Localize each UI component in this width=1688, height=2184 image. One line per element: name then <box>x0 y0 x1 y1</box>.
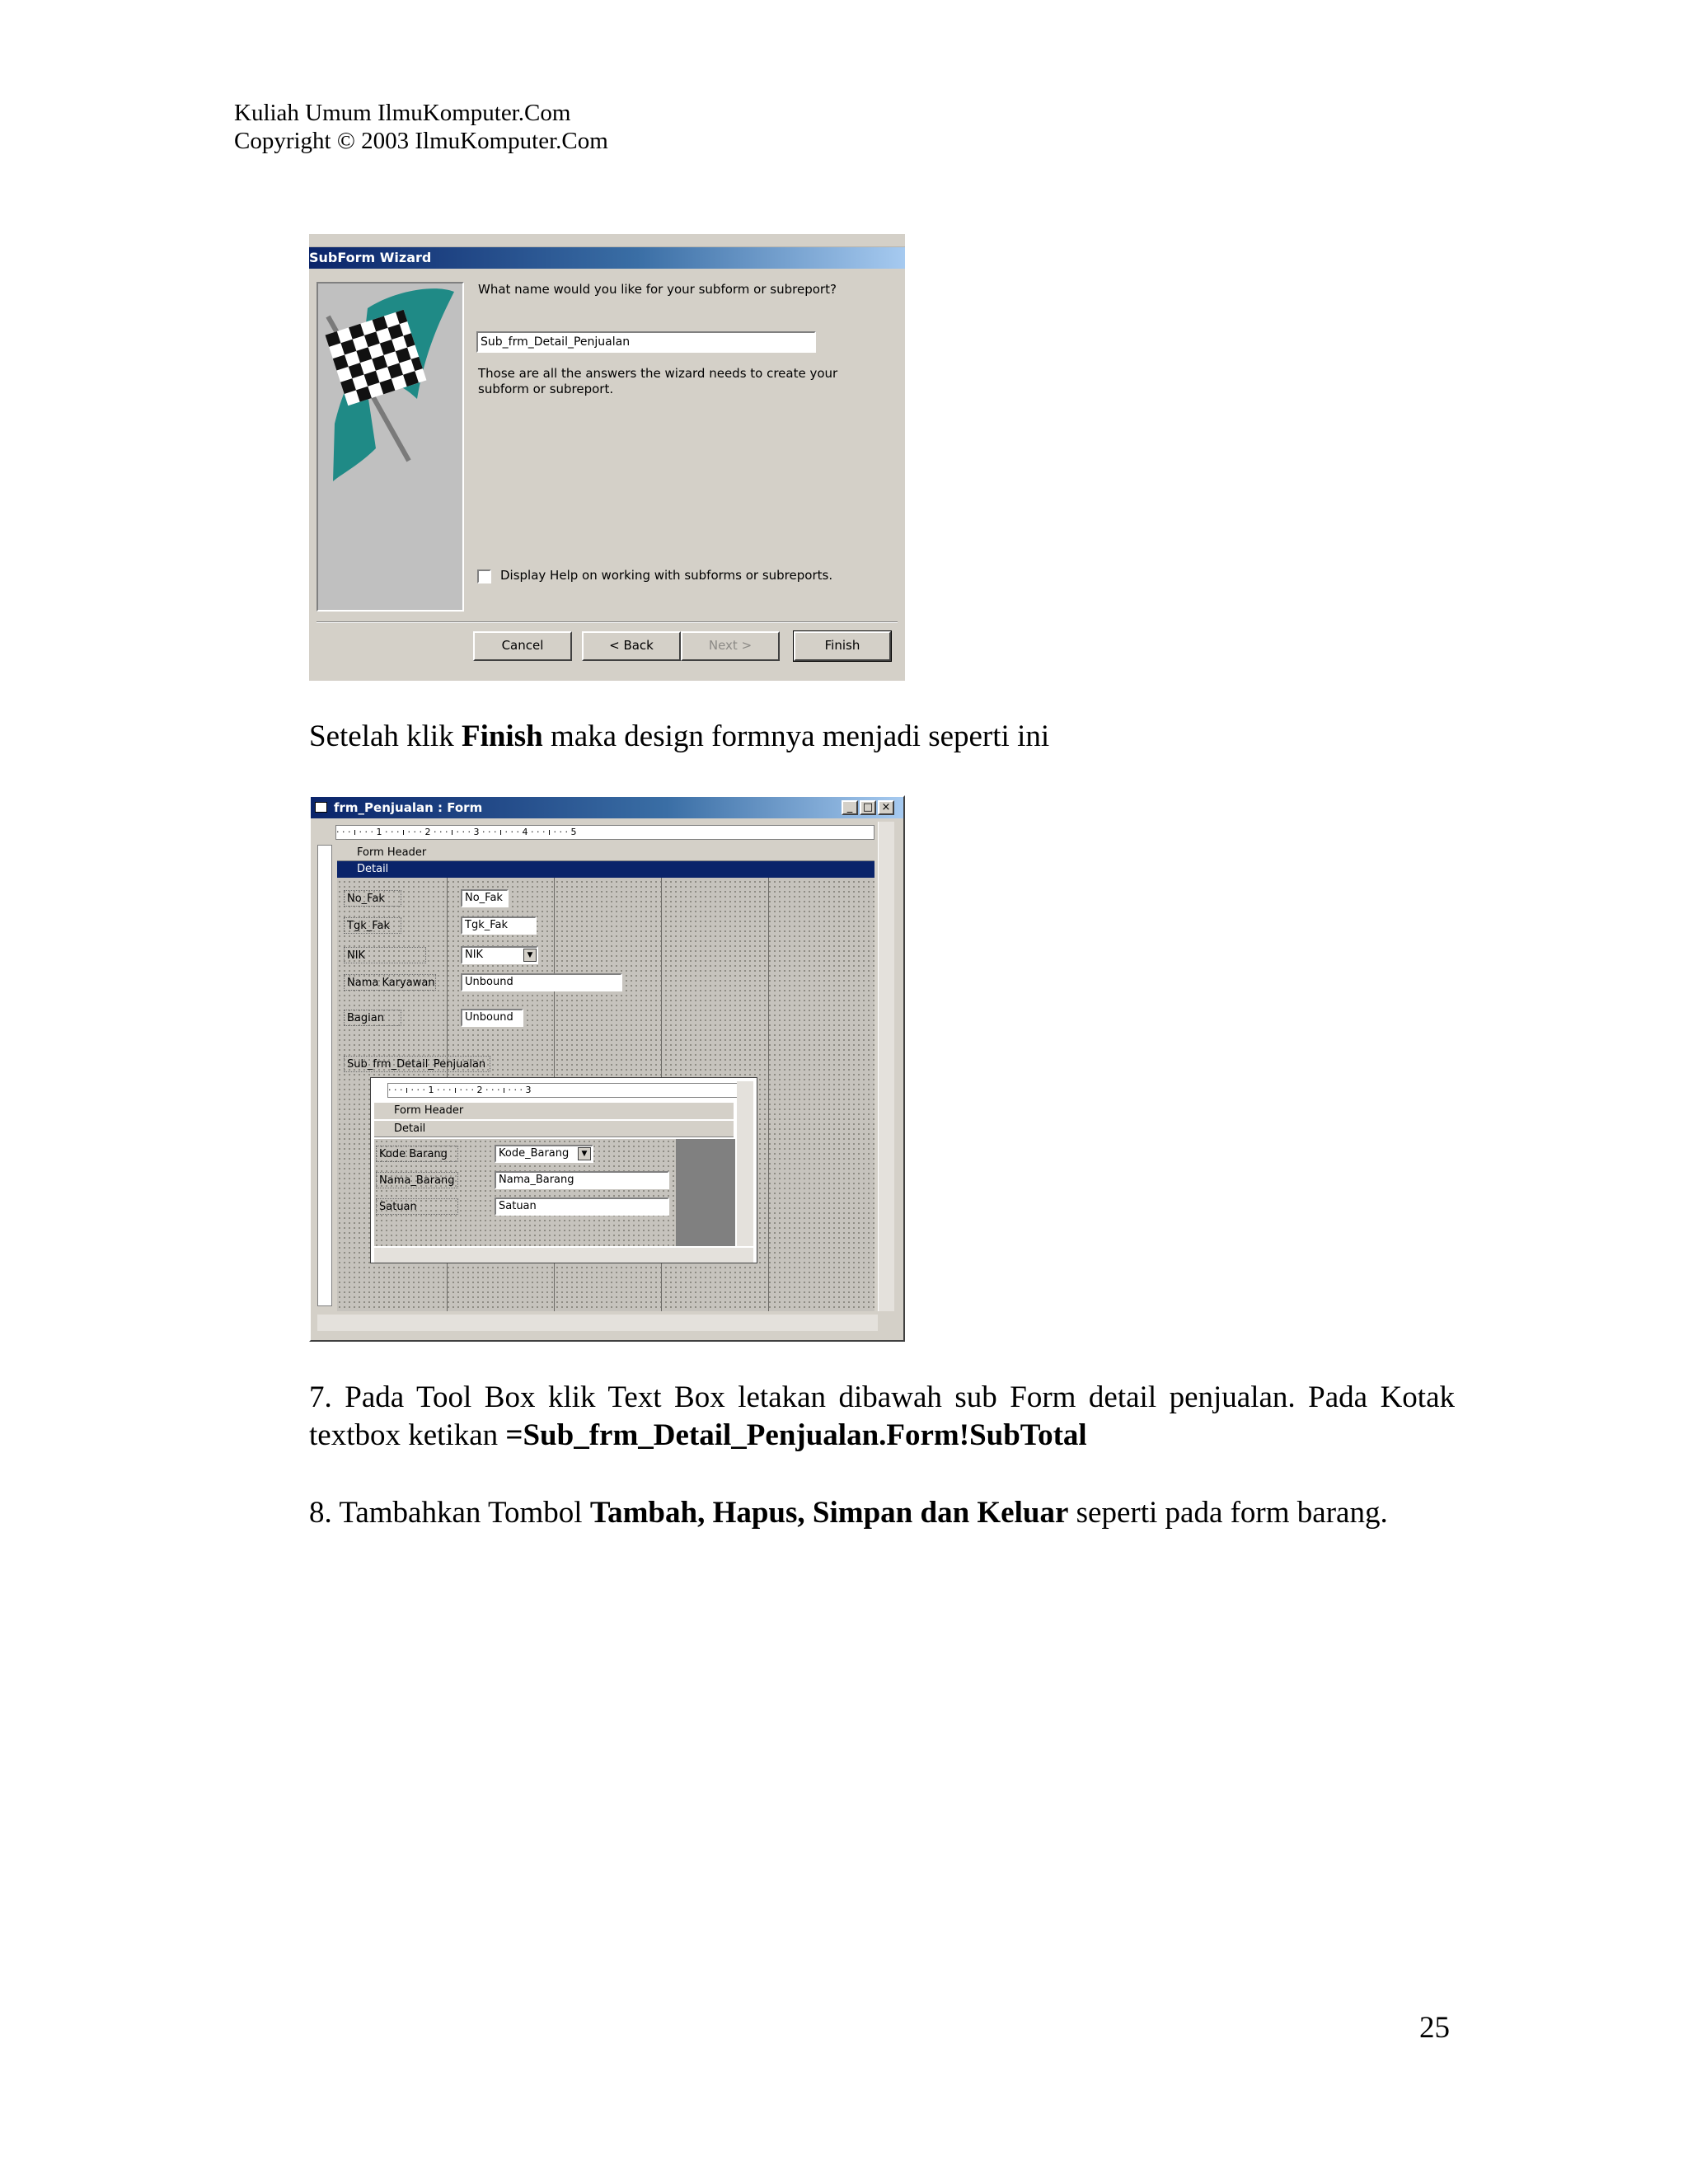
wizard-separator <box>316 621 898 623</box>
label-tgk-fak[interactable]: Tgk_Fak <box>344 917 401 934</box>
subform-control[interactable] <box>370 1077 757 1263</box>
vertical-scrollbar[interactable] <box>878 822 894 1311</box>
wizard-title: SubForm Wizard <box>309 247 905 269</box>
subform-ruler: · · · ı · · · 1 · · · ı · · · 2 · · · ı · · · 3 <box>387 1083 742 1098</box>
checkered-flag-image <box>316 282 464 612</box>
paragraph2-bold: =Sub_frm_Detail_Penjualan.Form!SubTotal <box>505 1418 1087 1452</box>
wizard-info-text: Those are all the answers the wizard needs to create your subform or subreport. <box>478 366 838 396</box>
horizontal-ruler: · · · ı · · · 1 · · · ı · · · 2 · · · ı · · · 3 · · · ı · · · 4 · · · ı · · · 5 <box>335 825 874 840</box>
display-help-checkbox[interactable] <box>477 569 491 583</box>
vertical-ruler <box>317 845 332 1306</box>
display-help-label: Display Help on working with subforms or subreports. <box>500 568 833 583</box>
minimize-icon[interactable]: _ <box>842 800 858 815</box>
form-window-title: frm_Penjualan : Form <box>311 797 903 818</box>
label-bagian[interactable]: Bagian <box>344 1010 401 1026</box>
subform-horizontal-scrollbar[interactable] <box>374 1248 753 1263</box>
textbox-no-fak[interactable]: No_Fak <box>461 889 509 907</box>
sub-textbox-satuan[interactable]: Satuan <box>495 1197 669 1216</box>
combo-nik[interactable]: NIK <box>461 946 538 964</box>
grid-line <box>768 845 769 1311</box>
sub-label-kode-barang[interactable]: Kode Barang <box>376 1146 458 1162</box>
chevron-down-icon[interactable]: ▼ <box>523 949 537 962</box>
paragraph3-before: 8. Tambahkan Tombol <box>309 1496 590 1530</box>
subform-vertical-scrollbar[interactable] <box>737 1081 753 1246</box>
paragraph-step-8 <box>309 1494 1455 1532</box>
sub-combo-kode-barang[interactable]: Kode_Barang <box>495 1145 593 1163</box>
horizontal-scrollbar[interactable] <box>317 1315 878 1331</box>
textbox-tgk-fak[interactable]: Tgk_Fak <box>461 916 537 935</box>
subform-detail-section[interactable]: Detail <box>374 1121 734 1137</box>
back-button[interactable]: < Back <box>582 631 681 661</box>
window-top-strip <box>309 234 905 247</box>
form-window-icon <box>315 802 327 813</box>
page-number: 25 <box>1419 2011 1450 2045</box>
wizard-question: What name would you like for your subform or subreport? <box>478 282 837 297</box>
header-line-1: Kuliah Umum IlmuKomputer.Com <box>234 100 571 126</box>
chevron-down-icon[interactable]: ▼ <box>578 1147 591 1160</box>
sub-label-nama-barang[interactable]: Nama_Barang <box>376 1172 458 1188</box>
cancel-button[interactable]: Cancel <box>473 631 572 661</box>
label-subform[interactable]: Sub_frm_Detail_Penjualan <box>344 1056 490 1072</box>
label-nama-karyawan[interactable]: Nama Karyawan <box>344 974 436 991</box>
paragraph1-after: maka design formnya menjadi seperti ini <box>542 719 1050 753</box>
label-nik[interactable]: NIK <box>344 947 426 963</box>
paragraph2-text: 7. Pada Tool Box klik Text Box letakan dibawah sub Form detail penjualan. Pada Kotak textbox ketikan <box>309 1380 1455 1452</box>
textbox-nama-karyawan[interactable]: Unbound <box>461 973 622 991</box>
paragraph-after-finish <box>309 718 1049 756</box>
detail-section[interactable]: Detail <box>337 861 874 878</box>
paragraph3-after: seperti pada form barang. <box>1068 1496 1388 1530</box>
label-no-fak[interactable]: No_Fak <box>344 890 401 907</box>
next-button[interactable]: Next > <box>681 631 780 661</box>
paragraph1-bold: Finish <box>461 719 543 753</box>
subform-wizard-screenshot <box>309 234 905 681</box>
subform-form-header-section[interactable]: Form Header <box>374 1103 734 1119</box>
textbox-bagian[interactable]: Unbound <box>461 1009 523 1027</box>
header-line-2: Copyright © 2003 IlmuKomputer.Com <box>234 128 608 154</box>
form-header-section[interactable]: Form Header <box>337 845 874 861</box>
paragraph1-before: Setelah klik <box>309 719 462 753</box>
subform-name-input[interactable]: Sub_frm_Detail_Penjualan <box>476 331 816 353</box>
form-design-screenshot <box>309 795 905 1342</box>
paragraph3-bold: Tambah, Hapus, Simpan dan Keluar <box>589 1496 1069 1530</box>
finish-button[interactable]: Finish <box>794 631 891 661</box>
close-icon[interactable]: × <box>878 800 894 815</box>
sub-label-satuan[interactable]: Satuan <box>376 1198 458 1215</box>
sub-textbox-nama-barang[interactable]: Nama_Barang <box>495 1171 669 1189</box>
subform-empty-area <box>676 1139 735 1246</box>
checkered-flag-icon <box>318 284 462 610</box>
maximize-icon[interactable]: □ <box>860 800 876 815</box>
paragraph-step-7 <box>309 1379 1455 1455</box>
